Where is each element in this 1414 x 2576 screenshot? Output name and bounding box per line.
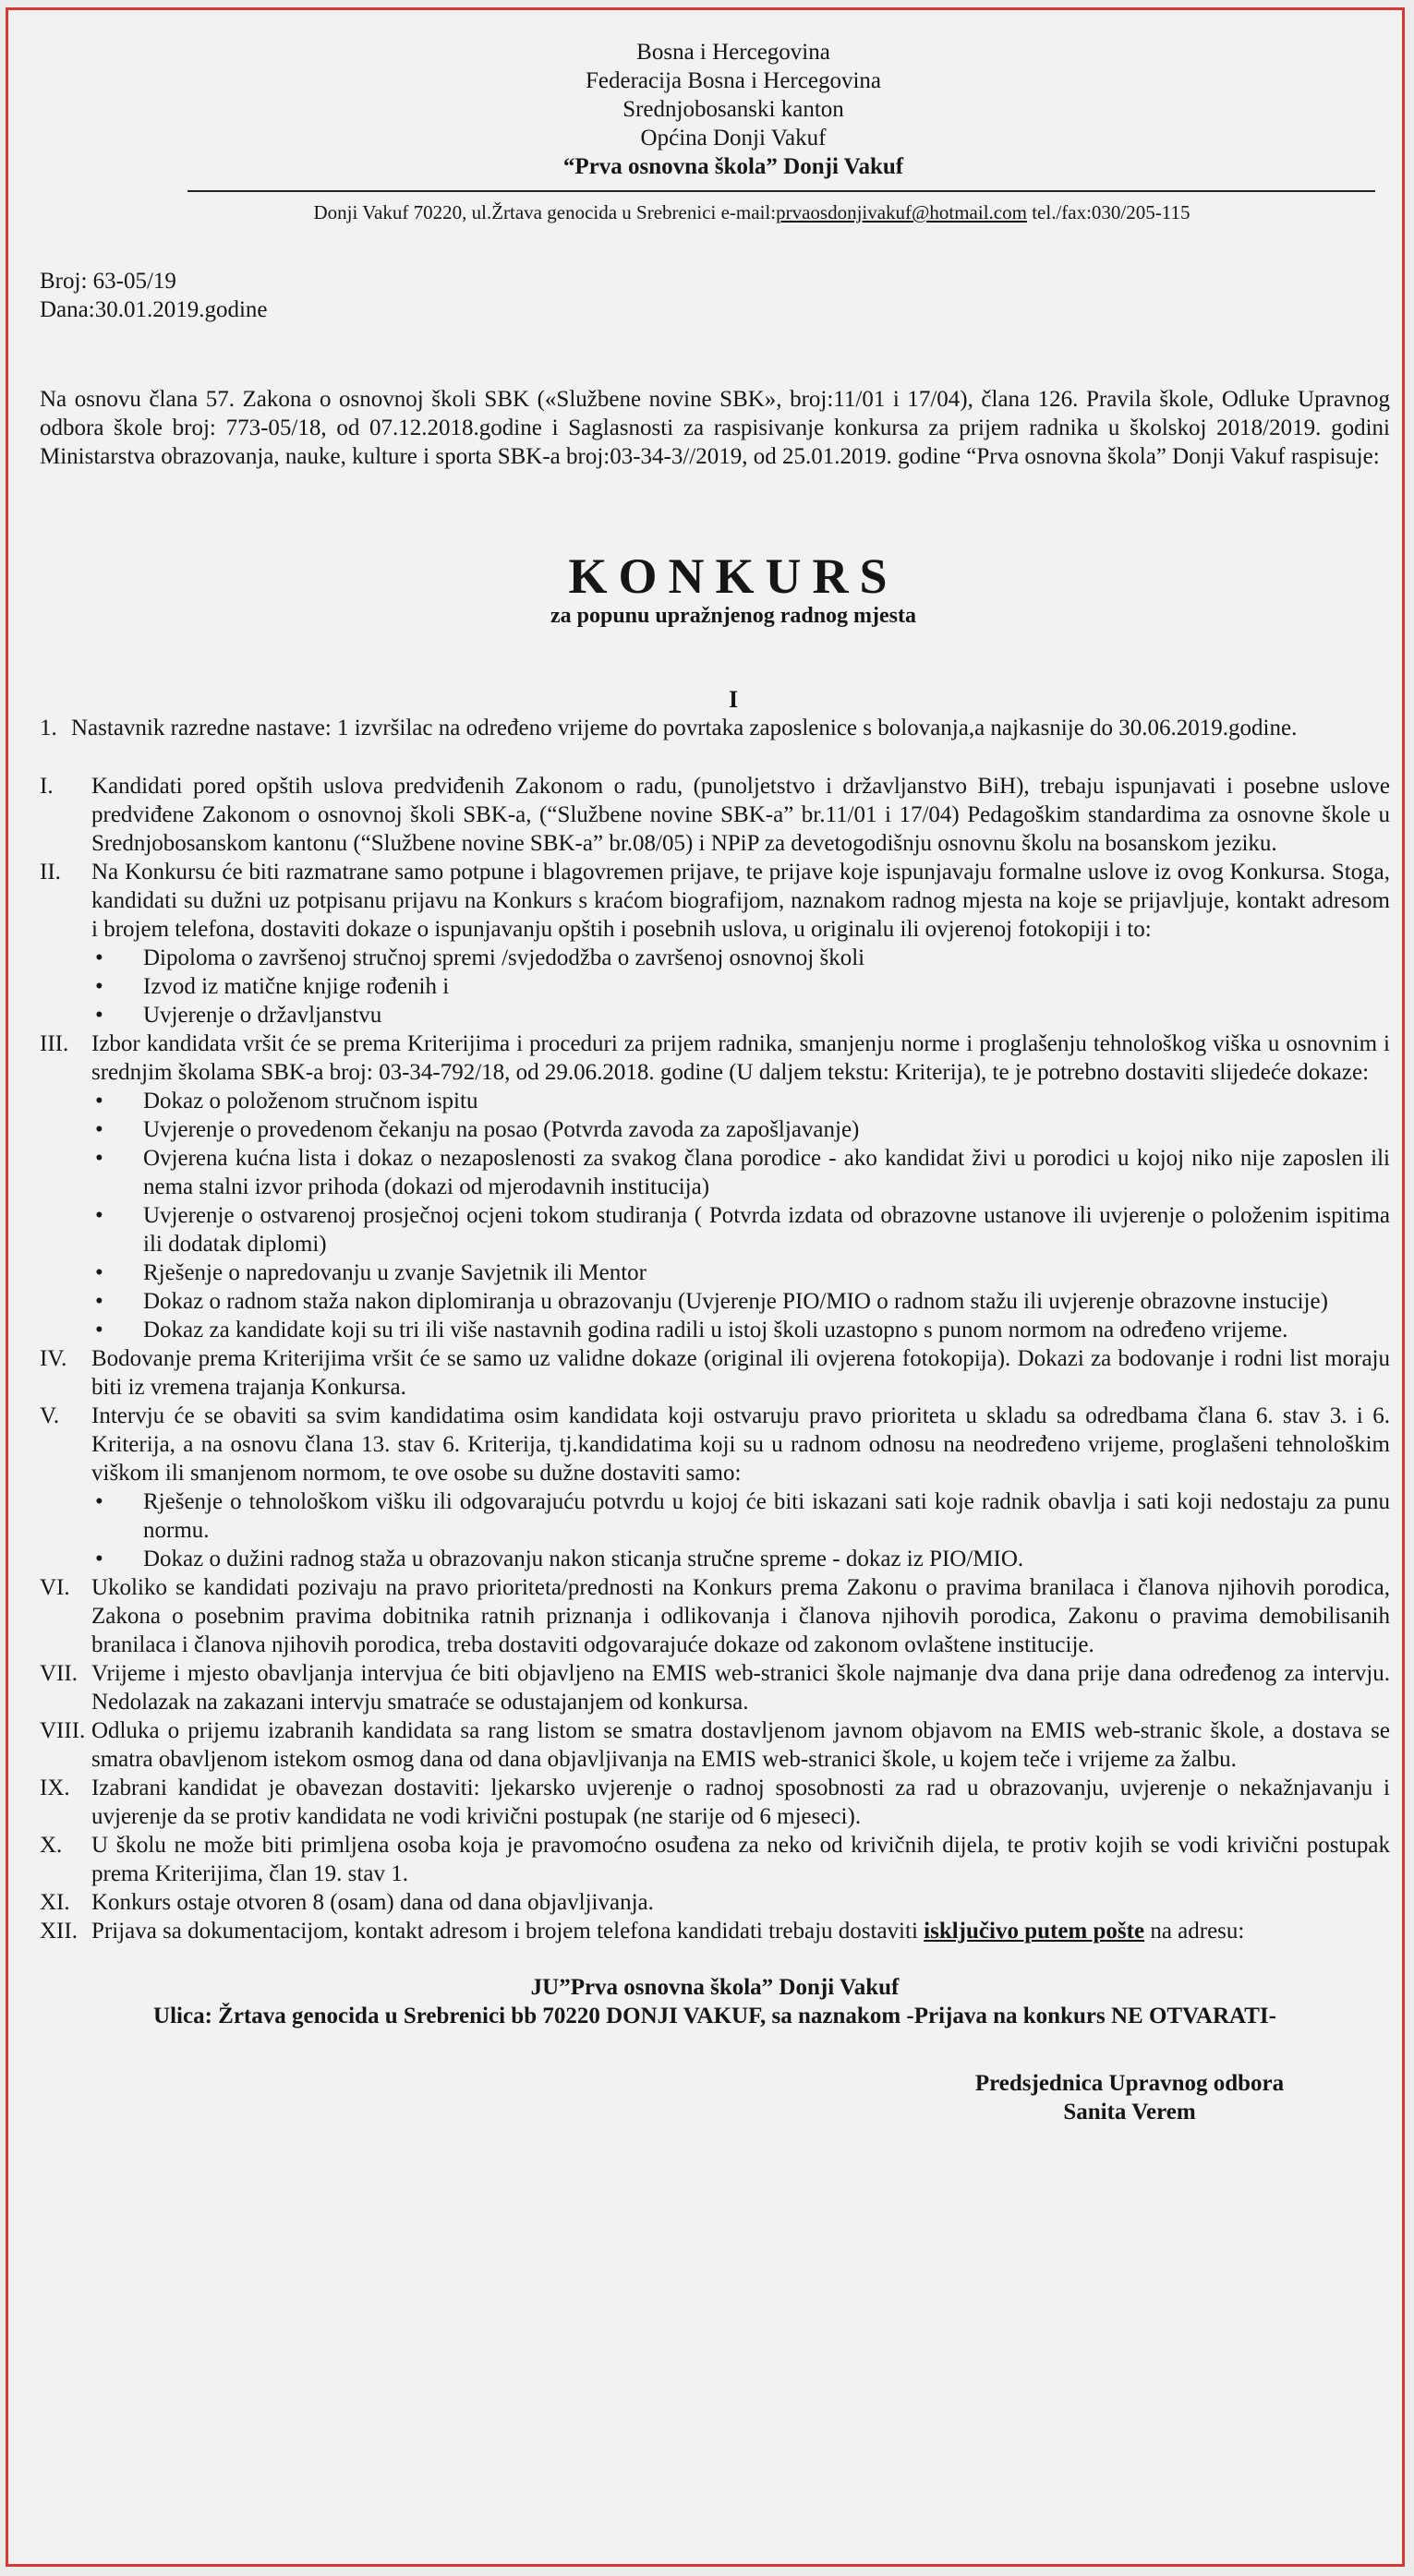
document-subtitle: za popunu upražnjenog radnog mjesta (550, 604, 917, 628)
section-numeral: VIII. (40, 1718, 86, 1743)
section-item (40, 1888, 1390, 1917)
section-text: Kandidati pored opštih uslova predviđenih Zakonom o radu, (punoljetstvo i državljanstvo BiH), trebaju ispunjavati i posebne uslove predviđene Zakonom o osnovnoj školi SBK-a, (“Službene novine SBK-a” br.11/01 i 17/04) Pedagoškim standardima za osnovne škole u Srednjobosanskom kantonu (“Službene novine SBK-a” br.08/05) i NPiP za devetogodišnju osnovnu školu na bosanskom jeziku. (91, 774, 1390, 856)
contact-suffix: tel./fax:030/205-115 (1026, 201, 1190, 223)
document-title: KONKURS (568, 548, 899, 604)
document-page (40, 38, 1390, 2126)
section-numeral: IX. (40, 1776, 70, 1800)
bullet-item: • Rješenje o tehnološkom višku ili odgovarajuću potvrdu u kojoj će biti iskazani sati koje radnik obavlja i sati koji nedostaju za punu normu. (91, 1487, 1390, 1545)
email-link[interactable]: prvaosdonjivakuf@hotmail.com (776, 201, 1027, 223)
bullet-item: • Dokaz o dužini radnog staža u obrazovanju nakon sticanja stručne spreme - dokaz iz PIO/MIO. (91, 1545, 1390, 1573)
page-frame (6, 7, 1405, 2567)
document-date: Dana:30.01.2019.godine (40, 297, 268, 322)
section-text: Intervju će se obaviti sa svim kandidatima osim kandidata koji ostvaruju pravo prioriteta u skladu sa odredbama člana 6. stav 3. i 6. Kriterija, a na osnovu člana 13. stav 6. Kriterija, tj.kandidatima koji su u radnom odnosu na neodređeno vrijeme, proglašeni tehnološkim viškom ili smanjenom normom, te ove osobe su dužne dostaviti samo: (91, 1403, 1390, 1486)
bullet-item: • Ovjerena kućna lista i dokaz o nezaposlenosti za svakog člana porodice - ako kandidat živi u porodici u kojoj niko nije zaposlen ili nema stalni izvor prihoda (dokazi od mjerodavnih institucija) (91, 1144, 1390, 1201)
section-text: U školu ne može biti primljena osoba koja je pravomoćno osuđena za neko od krivičnih dijela, te protiv kojih se vodi krivični postupak prema Kriterijima, član 19. stav 1. (91, 1833, 1390, 1886)
section-text: Ukoliko se kandidati pozivaju na pravo prioriteta/prednosti na Konkurs prema Zakonu o pravima branilaca i članova njihovih porodica, Zakona o posebnim pravima dobitnika ratnih priznanja i odlikovanja i članova njihovih porodica, Zakonu o pravima demobilisanih branilaca i članova njihovih porodica, treba dostaviti odgovarajuće dokaze od zakonom ovlaštene institucije. (91, 1575, 1390, 1657)
emphasis-text: isključivo putem pošte (924, 1919, 1145, 1944)
section-item (40, 772, 1390, 858)
section-numeral: XI. (40, 1890, 70, 1915)
header-line: Srednjobosanski kanton (622, 97, 844, 122)
section-item (40, 1716, 1390, 1774)
bullet-list (91, 944, 1390, 1029)
bullet-list (91, 1487, 1390, 1573)
intro-paragraph: Na osnovu člana 57. Zakona o osnovnoj školi SBK («Službene novine SBK», broj:11/01 i 17/04), člana 126. Pravila škole, Odluke Upravnog odbora škole broj: 773-05/18, od 07.12.2018.godine i Saglasnosti za raspisivanje konkursa za prijem radnika u školskoj 2018/2019. godini Ministarstva obrazovanja, nauke, kulture i sporta SBK-a broj:03-34-3//2019, od 25.01.2019. godine “Prva osnovna škola” Donji Vakuf raspisuje: (40, 387, 1390, 469)
bullet-item: • Uvjerenje o provedenom čekanju na posao (Potvrda zavoda za zapošljavanje) (91, 1115, 1390, 1144)
bullet-item: • Izvod iz matične knjige rođenih i (91, 972, 1390, 1001)
signature-block (945, 2069, 1314, 2126)
section-item (40, 1659, 1390, 1716)
header-line: Općina Donji Vakuf (640, 126, 827, 150)
section-body (91, 1888, 1390, 1917)
section-item (40, 1774, 1390, 1831)
section-body (91, 1344, 1390, 1402)
section-text: Bodovanje prema Kriterijima vršit će se samo uz validne dokaze (original ili ovjerena fotokopija). Dokazi za bodovanje i rodni list moraju biti iz vremena trajanja Konkursa. (91, 1346, 1390, 1400)
position-item (40, 714, 1390, 742)
section-body (91, 1659, 1390, 1716)
section-item (40, 1402, 1390, 1573)
section-body (91, 1774, 1390, 1831)
conditions-list (40, 772, 1390, 1917)
contact-prefix: Donji Vakuf 70220, ul.Žrtava genocida u Srebrenici e-mail: (313, 201, 777, 223)
section-text: Na Konkursu će biti razmatrane samo potpune i blagovremen prijave, te prijave koje ispunjavaju formalne uslove iz ovog Konkursa. Stoga, kandidati su dužni uz potpisanu prijavu na Konkurs s kraćom biografijom, naznakom radnog mjesta na koje se prijavljuje, kontakt adresom i brojem telefona, dostaviti dokaze o ispunjavanju opštih i posebnih uslova, u originalu ili ovjerenoj fotokopiji i to: (91, 860, 1390, 942)
section-numeral: VI. (40, 1575, 70, 1600)
section-item (40, 1573, 1390, 1659)
contact-line (40, 201, 1390, 224)
letterhead (40, 38, 1390, 181)
header-line: Federacija Bosna i Hercegovina (585, 68, 881, 93)
section-numeral: II. (40, 860, 61, 885)
section-body (91, 1402, 1390, 1573)
reference-number: Broj: 63-05/19 (40, 269, 176, 294)
section-item (40, 1917, 1390, 1945)
postal-address (40, 1973, 1390, 2030)
signature-name: Sanita Verem (1063, 2100, 1196, 2125)
section-text-main: Prijava sa dokumentacijom, kontakt adresom i brojem telefona kandidati trebaju dostaviti (91, 1919, 925, 1944)
section-item (40, 1344, 1390, 1402)
signature-role: Predsjednica Upravnog odbora (974, 2071, 1285, 2096)
section-text: Vrijeme i mjesto obavljanja intervjua će biti objavljeno na EMIS web-stranici škole najmanje dva dana prije dana određenog za intervju. Nedolazak na zakazani intervju smatraće se odustajanjem od konkursa. (91, 1661, 1390, 1715)
header-line: Bosna i Hercegovina (636, 40, 830, 65)
section-item (40, 1831, 1390, 1888)
section-body (91, 1573, 1390, 1659)
section-numeral: XII. (40, 1919, 78, 1944)
section-numeral: III. (40, 1031, 69, 1056)
bullet-item: • Dokaz za kandidate koji su tri ili više nastavnih godina radili u istoj školi uzastopno s punom normom na određeno vrijeme. (91, 1316, 1390, 1344)
section-item (40, 858, 1390, 1029)
section-text: Izabrani kandidat je obavezan dostaviti: ljekarsko uvjerenje o radnoj sposobnosti za rad u obrazovanju, uvjerenje o nekažnjavanju i uvjerenje da se protiv kandidata ne vodi krivični postupak (ne starije od 6 mjeseci). (91, 1776, 1390, 1829)
position-number: 1. (40, 716, 57, 740)
bullet-item: • Uvjerenje o ostvarenoj prosječnoj ocjeni tokom studiranja ( Potvrda izdata od obrazovne ustanove ili uvjerenje o položenim ispitima ili dodatak diplomi) (91, 1201, 1390, 1258)
position-text: Nastavnik razredne nastave: 1 izvršilac na određeno vrijeme do povrtaka zaposlenice s bolovanja,a najkasnije do 30.06.2019.godine. (71, 716, 1298, 740)
section-numeral: IV. (40, 1346, 67, 1371)
bullet-item: • Rješenje o napredovanju u zvanje Savjetnik ili Mentor (91, 1258, 1390, 1287)
section-numeral: I. (40, 774, 54, 799)
bullet-item: • Dipoloma o završenoj stručnoj spremi /svjedodžba o završenoj osnovnoj školi (91, 944, 1390, 972)
section-text (91, 1917, 1390, 1945)
bullet-item: • Uvjerenje o državljanstvu (91, 1001, 1390, 1029)
document-meta (40, 267, 1390, 324)
section-text: Odluka o prijemu izabranih kandidata sa rang listom se smatra dostavljenom javnom objavom na EMIS web-stranic škole, a dostava se smatra obavljenom istekom osmog dana od dana objavljivanja na EMIS web-stranici škole, u kojem teče i vrijeme za žalbu. (91, 1718, 1390, 1772)
address-line-1: JU”Prva osnovna škola” Donji Vakuf (530, 1975, 900, 2000)
section-body (91, 1029, 1390, 1344)
bullet-item: • Dokaz o radnom staža nakon diplomiranja u obrazovanju (Uvjerenje PIO/MIO o radnom stažu ili uvjerenje obrazovne instucije) (91, 1287, 1390, 1316)
section-numeral: X. (40, 1833, 63, 1858)
section-body (91, 772, 1390, 858)
section-body (91, 1831, 1390, 1888)
school-name: “Prva osnovna škola” Donji Vakuf (562, 154, 904, 179)
section-body (91, 858, 1390, 1029)
section-text: Konkurs ostaje otvoren 8 (osam) dana od dana objavljivanja. (91, 1890, 654, 1915)
address-line-2: Ulica: Žrtava genocida u Srebrenici bb 70220 DONJI VAKUF, sa naznakom -Prijava na konkurs NE OTVARATI- (153, 2004, 1276, 2028)
bullet-list (91, 1087, 1390, 1344)
section-numeral: V. (40, 1403, 60, 1428)
section-item (40, 1029, 1390, 1344)
section-numeral: VII. (40, 1661, 78, 1686)
section-body (91, 1716, 1390, 1774)
section-numeral: I (728, 686, 739, 713)
section-text-tail: na adresu: (1144, 1919, 1245, 1944)
bullet-item: • Dokaz o položenom stručnom ispitu (91, 1087, 1390, 1115)
header-divider (187, 190, 1375, 192)
section-text: Izbor kandidata vršit će se prema Kriterijima i proceduri za prijem radnika, smanjenju norme i proglašenju tehnološkog viška u osnovnim i srednjim školama SBK-a broj: 03-34-792/18, od 29.06.2018. godine (U daljem tekstu: Kriterija), te je potrebno dostaviti slijedeće dokaze: (91, 1031, 1390, 1085)
